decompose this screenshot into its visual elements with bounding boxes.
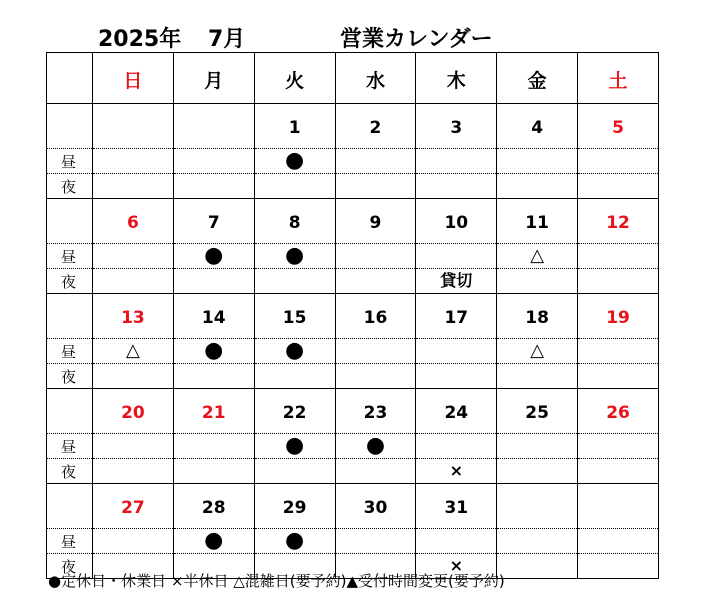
closed-mark: ● — [365, 433, 386, 458]
date-cell — [578, 484, 659, 529]
day-slot-row — [47, 244, 659, 269]
date-cell: 14 — [173, 294, 254, 339]
day-slot-cell — [497, 529, 578, 554]
week-date-row — [47, 484, 659, 529]
date-cell: 13 — [93, 294, 174, 339]
date-cell — [173, 104, 254, 149]
week-label-blank — [47, 389, 93, 434]
date-cell: 4 — [497, 104, 578, 149]
weekday-header: 水 — [335, 53, 416, 104]
night-slot-cell — [497, 364, 578, 389]
day-slot-cell — [254, 529, 335, 554]
night-slot-cell — [254, 174, 335, 199]
day-slot-cell — [93, 529, 174, 554]
closed-mark: ● — [204, 528, 224, 553]
date-cell: 25 — [497, 389, 578, 434]
day-slot-cell — [254, 149, 335, 174]
date-cell: 6 — [93, 199, 174, 244]
night-slot-row — [47, 364, 659, 389]
day-slot-cell — [335, 339, 416, 364]
day-slot-cell — [173, 339, 254, 364]
day-slot-cell — [416, 529, 497, 554]
night-slot-cell — [335, 269, 416, 294]
day-slot-row — [47, 434, 659, 459]
day-slot-cell — [335, 149, 416, 174]
date-cell: 28 — [173, 484, 254, 529]
half-day-mark: × — [449, 556, 463, 575]
day-slot-label: 昼 — [47, 529, 93, 554]
date-cell: 29 — [254, 484, 335, 529]
header-corner — [47, 53, 93, 104]
day-slot-cell — [93, 339, 174, 364]
night-slot-cell — [93, 174, 174, 199]
date-cell: 17 — [416, 294, 497, 339]
date-cell: 2 — [335, 104, 416, 149]
day-slot-cell — [335, 529, 416, 554]
date-cell: 31 — [416, 484, 497, 529]
night-slot-label: 夜 — [47, 174, 93, 199]
night-slot-cell — [578, 554, 659, 579]
legend-closed: ●定休日・休業日 — [48, 572, 167, 590]
date-cell: 8 — [254, 199, 335, 244]
day-slot-cell — [416, 434, 497, 459]
night-slot-row — [47, 269, 659, 294]
day-slot-cell — [416, 244, 497, 269]
legend-busy: △混雑日(要予約) — [233, 572, 347, 590]
day-slot-cell — [578, 339, 659, 364]
night-slot-label: 夜 — [47, 459, 93, 484]
legend-half-day: ×半休日 — [170, 572, 229, 590]
week-date-row — [47, 104, 659, 149]
week-date-row — [47, 294, 659, 339]
night-slot-cell — [335, 459, 416, 484]
night-slot-cell — [578, 459, 659, 484]
date-cell: 15 — [254, 294, 335, 339]
night-slot-cell — [578, 174, 659, 199]
calendar-month: 7月 — [208, 27, 246, 52]
night-slot-label: 夜 — [47, 269, 93, 294]
night-slot-cell — [416, 269, 497, 294]
date-cell: 1 — [254, 104, 335, 149]
closed-mark: ● — [204, 338, 224, 363]
day-slot-cell — [578, 529, 659, 554]
date-cell: 27 — [93, 484, 174, 529]
closed-mark: ● — [285, 528, 305, 553]
busy-mark: △ — [530, 340, 545, 361]
date-cell — [497, 484, 578, 529]
day-slot-cell — [254, 434, 335, 459]
date-cell: 30 — [335, 484, 416, 529]
day-slot-label: 昼 — [47, 339, 93, 364]
night-slot-cell — [578, 364, 659, 389]
night-slot-cell — [173, 269, 254, 294]
closed-mark: ● — [285, 433, 305, 458]
calendar-year: 2025年 — [98, 27, 182, 52]
day-slot-cell — [173, 244, 254, 269]
night-slot-cell — [416, 364, 497, 389]
weekday-header: 土 — [578, 53, 659, 104]
night-slot-cell — [254, 364, 335, 389]
closed-mark: ● — [285, 243, 305, 268]
day-slot-cell — [173, 149, 254, 174]
closed-mark: ● — [204, 243, 224, 268]
night-slot-row — [47, 459, 659, 484]
date-cell: 3 — [416, 104, 497, 149]
date-cell: 9 — [335, 199, 416, 244]
night-slot-label: 夜 — [47, 554, 93, 579]
night-slot-cell — [416, 459, 497, 484]
day-slot-cell — [497, 339, 578, 364]
day-slot-cell — [173, 434, 254, 459]
night-slot-cell — [335, 364, 416, 389]
night-slot-cell — [335, 174, 416, 199]
day-slot-cell — [254, 244, 335, 269]
legend-reception-change: ▲受付時間変更(要予約) — [346, 572, 505, 590]
night-slot-cell — [497, 554, 578, 579]
weekday-header: 日 — [93, 53, 174, 104]
day-slot-label: 昼 — [47, 149, 93, 174]
date-cell: 7 — [173, 199, 254, 244]
night-slot-cell — [173, 364, 254, 389]
date-cell: 24 — [416, 389, 497, 434]
day-slot-cell — [497, 244, 578, 269]
weekday-header: 金 — [497, 53, 578, 104]
date-cell: 23 — [335, 389, 416, 434]
night-slot-cell — [93, 364, 174, 389]
day-slot-cell — [578, 244, 659, 269]
date-cell: 5 — [578, 104, 659, 149]
night-slot-cell — [93, 269, 174, 294]
day-slot-cell — [335, 244, 416, 269]
night-slot-cell — [497, 269, 578, 294]
weekday-header: 火 — [254, 53, 335, 104]
closed-mark: ● — [285, 148, 305, 173]
week-date-row — [47, 199, 659, 244]
night-slot-cell — [254, 459, 335, 484]
day-slot-cell — [335, 434, 416, 459]
date-cell: 21 — [173, 389, 254, 434]
date-cell: 26 — [578, 389, 659, 434]
night-slot-row — [47, 174, 659, 199]
date-cell: 19 — [578, 294, 659, 339]
busy-mark: △ — [126, 340, 140, 361]
reserved-mark: 貸切 — [440, 271, 473, 290]
date-cell: 20 — [93, 389, 174, 434]
date-cell: 16 — [335, 294, 416, 339]
night-slot-cell — [254, 269, 335, 294]
half-day-mark: × — [449, 461, 463, 480]
week-label-blank — [47, 294, 93, 339]
date-cell: 18 — [497, 294, 578, 339]
week-label-blank — [47, 484, 93, 529]
day-slot-cell — [497, 149, 578, 174]
date-cell: 12 — [578, 199, 659, 244]
weekday-header-row — [47, 53, 659, 104]
business-calendar-table — [46, 52, 659, 579]
day-slot-cell — [416, 339, 497, 364]
night-slot-cell — [173, 174, 254, 199]
day-slot-label: 昼 — [47, 244, 93, 269]
day-slot-cell — [578, 149, 659, 174]
date-cell: 22 — [254, 389, 335, 434]
day-slot-row — [47, 149, 659, 174]
night-slot-cell — [93, 459, 174, 484]
calendar-title: 営業カレンダー — [340, 27, 493, 52]
busy-mark: △ — [530, 245, 545, 266]
night-slot-cell — [578, 269, 659, 294]
day-slot-label: 昼 — [47, 434, 93, 459]
legend — [48, 570, 505, 591]
day-slot-row — [47, 339, 659, 364]
night-slot-label: 夜 — [47, 364, 93, 389]
day-slot-cell — [93, 434, 174, 459]
night-slot-cell — [497, 459, 578, 484]
day-slot-cell — [93, 149, 174, 174]
week-date-row — [47, 389, 659, 434]
day-slot-cell — [416, 149, 497, 174]
night-slot-cell — [497, 174, 578, 199]
day-slot-cell — [254, 339, 335, 364]
closed-mark: ● — [285, 338, 305, 363]
weekday-header: 木 — [416, 53, 497, 104]
day-slot-cell — [93, 244, 174, 269]
week-label-blank — [47, 104, 93, 149]
night-slot-cell — [173, 459, 254, 484]
week-label-blank — [47, 199, 93, 244]
date-cell: 11 — [497, 199, 578, 244]
night-slot-cell — [416, 174, 497, 199]
day-slot-cell — [497, 434, 578, 459]
day-slot-cell — [173, 529, 254, 554]
date-cell: 10 — [416, 199, 497, 244]
day-slot-row — [47, 529, 659, 554]
weekday-header: 月 — [173, 53, 254, 104]
day-slot-cell — [578, 434, 659, 459]
date-cell — [93, 104, 174, 149]
